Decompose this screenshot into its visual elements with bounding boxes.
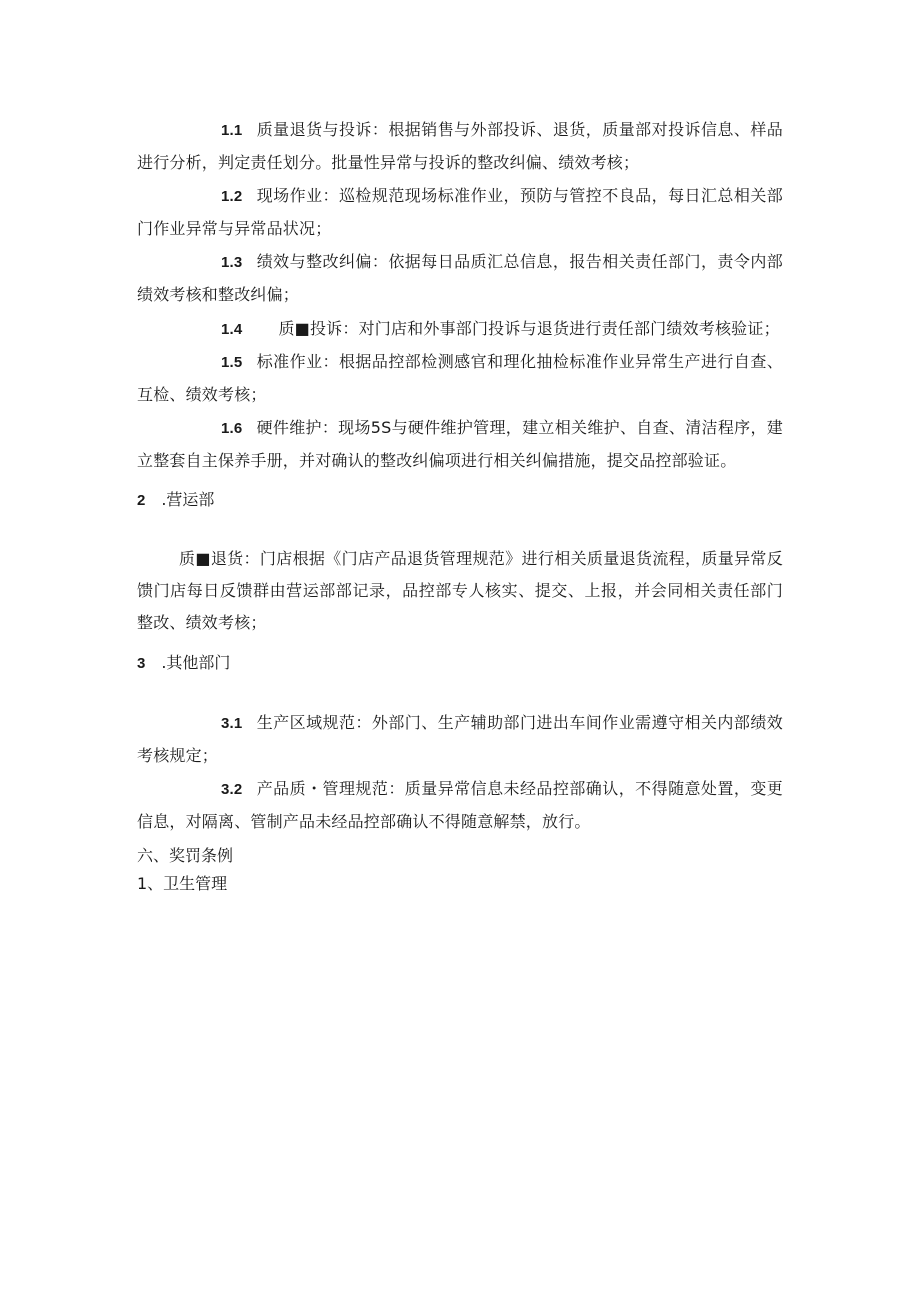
item-1-5 (137, 346, 783, 411)
item-number: 1.6 (221, 420, 243, 437)
section-heading-2 (137, 487, 214, 514)
item-3-1 (137, 707, 783, 772)
item-number: 3.2 (221, 781, 243, 798)
paragraph-text: 质■退货：门店根据《门店产品退货管理规范》进行相关质量退货流程，质量异常反馈门店每日反馈群由营运部部记录，品控部专人核实、提交、上报，并会同相关责任部门整改、绩效考核； (137, 549, 783, 632)
item-number: 1.5 (221, 354, 243, 371)
item-1-1 (137, 114, 783, 179)
item-text: 现场作业：巡检规范现场标准作业，预防与管控不良品，每日汇总相关部门作业异常与异常品状况； (137, 186, 783, 238)
item-number: 1.1 (221, 122, 243, 139)
item-text: 绩效与整改纠偏：依据每日品质汇总信息，报告相关责任部门，责令内部绩效考核和整改纠偏； (137, 252, 783, 304)
section-title: .营运部 (161, 490, 215, 509)
item-text: 质量退货与投诉：根据销售与外部投诉、退货，质量部对投诉信息、样品进行分析，判定责任划分。批量性异常与投诉的整改纠偏、绩效考核； (137, 120, 783, 172)
item-1-3 (137, 246, 783, 311)
section-number: 3 (137, 655, 146, 672)
item-text: 硬件维护：现场5S与硬件维护管理，建立相关维护、自查、清洁程序，建立整套自主保养手册，并对确认的整改纠偏项进行相关纠偏措施，提交品控部验证。 (137, 418, 783, 470)
item-text: 生产区域规范：外部门、生产辅助部门进出车间作业需遵守相关内部绩效考核规定； (137, 713, 783, 765)
item-number: 1.2 (221, 188, 243, 205)
item-3-2 (137, 773, 783, 838)
item-text: 质■投诉：对门店和外事部门投诉与退货进行责任部门绩效考核验证； (278, 319, 780, 338)
item-1-6 (137, 412, 783, 477)
item-number: 1.4 (221, 321, 243, 338)
item-1-2 (137, 180, 783, 245)
section-number: 2 (137, 492, 146, 509)
section-2-paragraph (137, 543, 783, 639)
item-number: 3.1 (221, 715, 243, 732)
item-text: 产品质・管理规范：质量异常信息未经品控部确认，不得随意处置，变更信息，对隔离、管制产品未经品控部确认不得随意解禁，放行。 (137, 779, 783, 831)
section-heading-3 (137, 650, 230, 677)
item-number: 1.3 (221, 254, 243, 271)
chapter-6-subtitle: 1、卫生管理 (137, 874, 228, 893)
section-title: .其他部门 (161, 653, 231, 672)
item-1-4 (137, 313, 783, 346)
chapter-6-title: 六、奖罚条例 (137, 846, 234, 865)
item-text: 标准作业：根据品控部检测感官和理化抽检标准作业异常生产进行自查、互检、绩效考核； (137, 352, 783, 404)
